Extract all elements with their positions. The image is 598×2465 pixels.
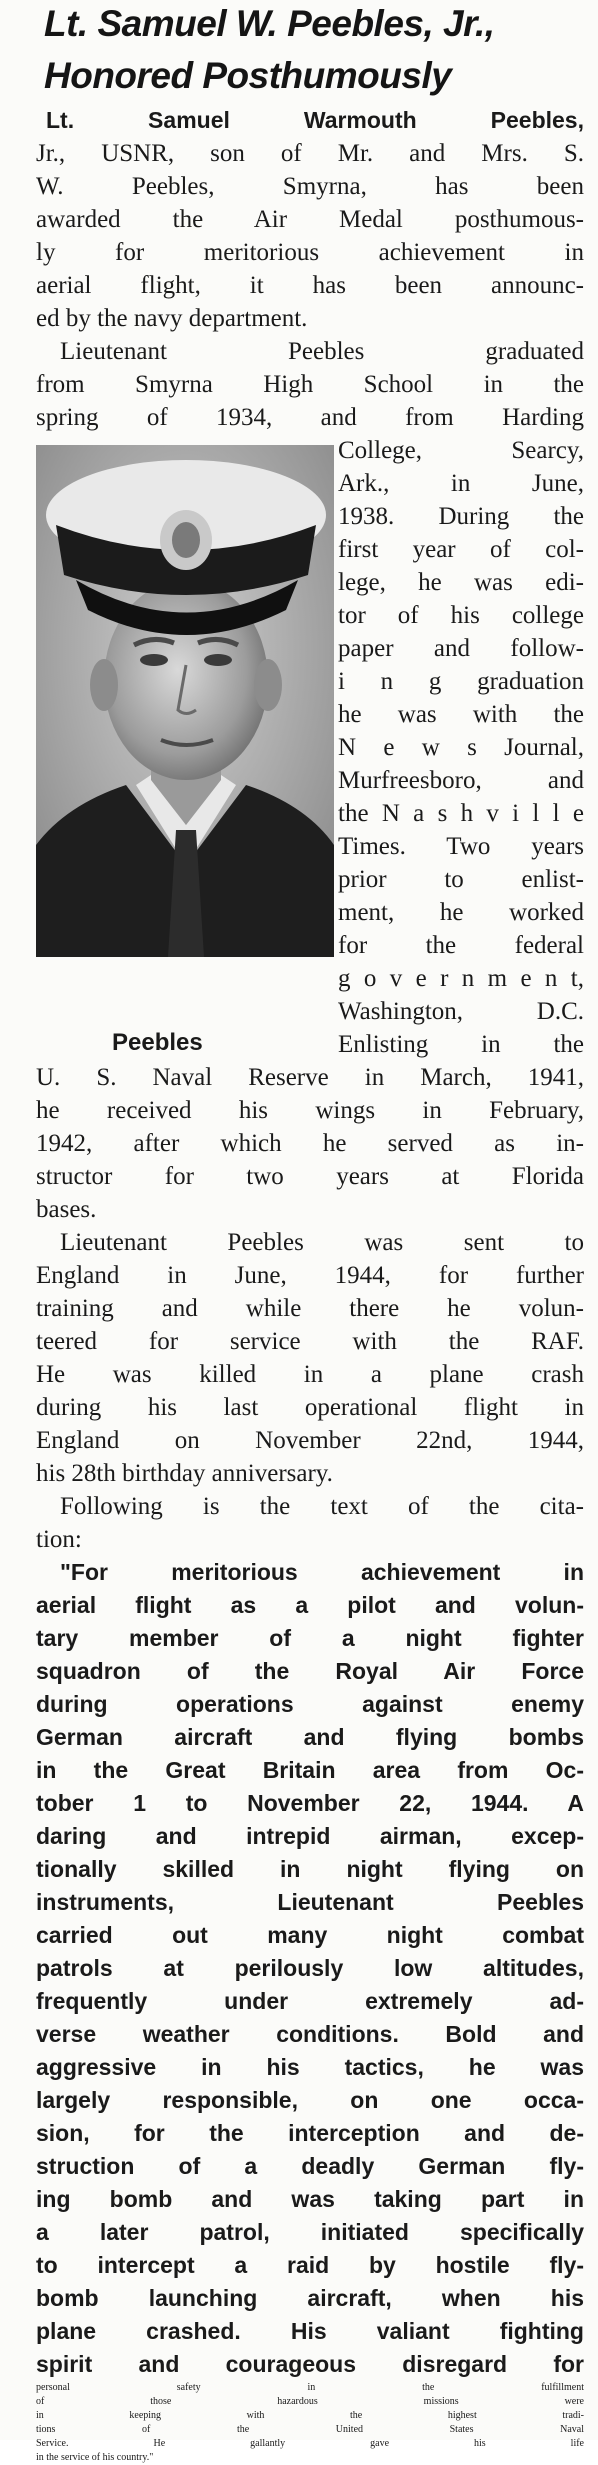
body-line: Jr., USNR, son of Mr. and Mrs. S. [36, 140, 584, 167]
body-line: for the federal [338, 932, 584, 959]
body-line: structor for two years at Florida [36, 1163, 584, 1190]
body-line: paper and follow- [338, 635, 584, 662]
body-line: in the service of his country." [36, 2452, 154, 2463]
body-line: patrols at perilously low altitudes, [36, 1955, 584, 1981]
body-line: Following is the text of the cita- [60, 1493, 584, 1520]
body-line: He was killed in a plane crash [36, 1361, 584, 1388]
body-line: ly for meritorious achievement in [36, 239, 584, 266]
body-line: "For meritorious achievement in [60, 1559, 584, 1585]
body-line: instruments, Lieutenant Peebles [36, 1889, 584, 1915]
body-line: largely responsible, on one occa- [36, 2087, 584, 2113]
body-line: Lt. Samuel Warmouth Peebles, [46, 107, 584, 133]
body-line: first year of col- [338, 536, 584, 563]
body-line: frequently under extremely ad- [36, 1988, 584, 2014]
photo-caption: Peebles [112, 1029, 203, 1056]
body-line: of those hazardous missions were [36, 2396, 584, 2407]
body-line: g o v e r n m e n t, [338, 965, 584, 992]
body-line: ment, he worked [338, 899, 584, 926]
body-line: tor of his college [338, 602, 584, 629]
body-line: in the Great Britain area from Oc- [36, 1757, 584, 1783]
body-line: Service. He gallantly gave his life [36, 2438, 584, 2449]
body-line: to intercept a raid by hostile fly- [36, 2252, 584, 2278]
body-line: aerial flight as a pilot and volun- [36, 1592, 584, 1618]
portrait-photo [36, 445, 334, 957]
body-line: College, Searcy, [338, 437, 584, 464]
body-line: aggressive in his tactics, he was [36, 2054, 584, 2080]
body-line: in keeping with the highest tradi- [36, 2410, 584, 2421]
body-line: sion, for the interception and de- [36, 2120, 584, 2146]
body-line: N e w s Journal, [338, 734, 584, 761]
body-line: Times. Two years [338, 833, 584, 860]
body-line: the N a s h v i l l e [338, 800, 584, 827]
body-line: Lieutenant Peebles graduated [60, 338, 584, 365]
body-line: 1938. During the [338, 503, 584, 530]
body-line: carried out many night combat [36, 1922, 584, 1948]
body-line: spirit and courageous disregard for [36, 2351, 584, 2377]
body-line: i n g graduation [338, 668, 584, 695]
body-line: squadron of the Royal Air Force [36, 1658, 584, 1684]
body-line: he was with the [338, 701, 584, 728]
body-line: tion: [36, 1526, 82, 1553]
body-line: tary member of a night fighter [36, 1625, 584, 1651]
headline-line-2: Honored Posthumously [44, 55, 452, 96]
body-line: a later patrol, initiated specifically [36, 2219, 584, 2245]
body-line: ing bomb and was taking part in [36, 2186, 584, 2212]
body-line: verse weather conditions. Bold and [36, 2021, 584, 2047]
body-line: Washington, D.C. [338, 998, 584, 1025]
body-line: England in June, 1944, for further [36, 1262, 584, 1289]
body-line: plane crashed. His valiant fighting [36, 2318, 584, 2344]
body-line: prior to enlist- [338, 866, 584, 893]
body-line: bomb launching aircraft, when his [36, 2285, 584, 2311]
body-line: German aircraft and flying bombs [36, 1724, 584, 1750]
body-line: personal safety in the fulfillment [36, 2382, 584, 2393]
body-line: Lieutenant Peebles was sent to [60, 1229, 584, 1256]
body-line: during his last operational flight in [36, 1394, 584, 1421]
body-line: tions of the United States Naval [36, 2424, 584, 2435]
body-line: U. S. Naval Reserve in March, 1941, [36, 1064, 584, 1091]
body-line: bases. [36, 1196, 97, 1223]
body-line: Enlisting in the [338, 1031, 584, 1058]
portrait-image [36, 445, 334, 957]
body-line: struction of a deadly German fly- [36, 2153, 584, 2179]
body-line: training and while there he volun- [36, 1295, 584, 1322]
body-line: from Smyrna High School in the [36, 371, 584, 398]
body-line: Ark., in June, [338, 470, 584, 497]
body-line: teered for service with the RAF. [36, 1328, 584, 1355]
body-line: his 28th birthday anniversary. [36, 1460, 333, 1487]
body-line: tober 1 to November 22, 1944. A [36, 1790, 584, 1816]
body-line: W. Peebles, Smyrna, has been [36, 173, 584, 200]
body-line: lege, he was edi- [338, 569, 584, 596]
body-line: ed by the navy department. [36, 305, 308, 332]
body-line: during operations against enemy [36, 1691, 584, 1717]
headline-line-1: Lt. Samuel W. Peebles, Jr., [44, 3, 495, 44]
body-line: tionally skilled in night flying on [36, 1856, 584, 1882]
body-line: aerial flight, it has been announc- [36, 272, 584, 299]
body-line: spring of 1934, and from Harding [36, 404, 584, 431]
body-line: daring and intrepid airman, excep- [36, 1823, 584, 1849]
body-line: Murfreesboro, and [338, 767, 584, 794]
body-line: awarded the Air Medal posthumous- [36, 206, 584, 233]
body-line: he received his wings in February, [36, 1097, 584, 1124]
body-line: 1942, after which he served as in- [36, 1130, 584, 1157]
body-line: England on November 22nd, 1944, [36, 1427, 584, 1454]
